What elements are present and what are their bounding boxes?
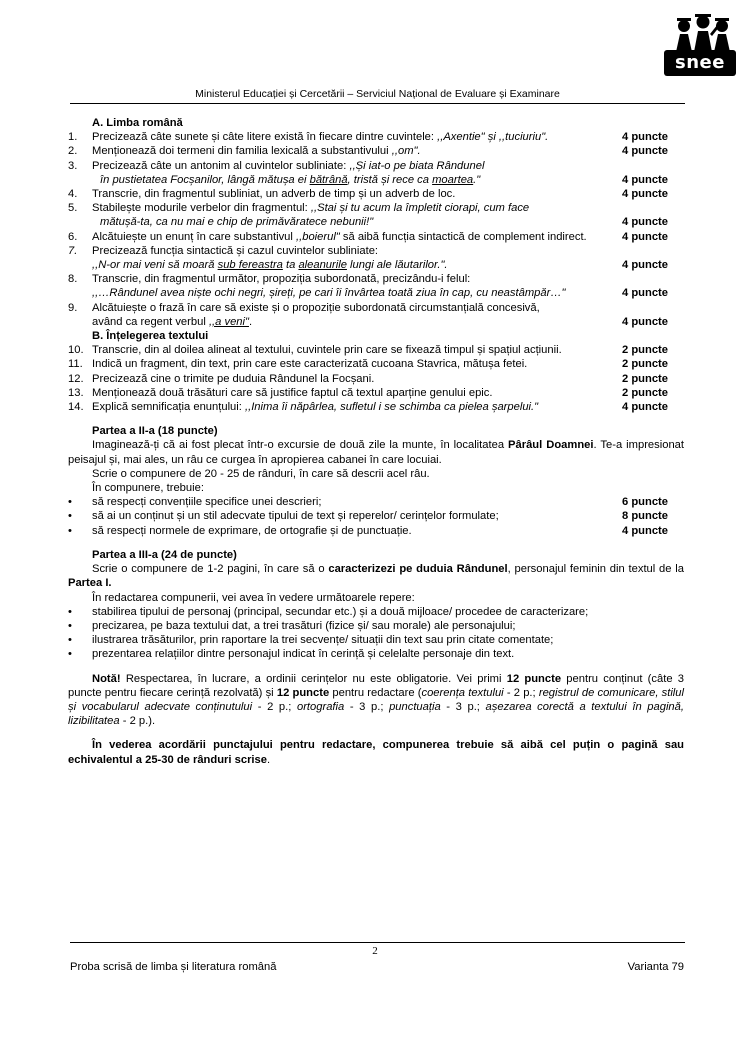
points: 2 puncte <box>621 344 668 357</box>
points: 4 puncte <box>621 315 668 328</box>
question-6: 6. Alcătuiește un enunț în care substantivul ,,boierul" să aibă funcția sintactică de complement indirect. 4 puncte <box>68 230 668 243</box>
final-requirement: În vederea acordării punctajului pentru redactare, compunerea trebuie să aibă cel puțin o pagină sau echivalentul a 25-30 de rânduri scrise. <box>68 739 684 766</box>
points: 4 puncte <box>621 259 668 272</box>
points: 4 puncte <box>621 188 668 201</box>
section-a-title: A. Limba română <box>92 117 183 129</box>
part-2-requirement: • să ai un conținut și un stil adecvate tipului de text și reperelor/ cerințelor formulate; 8 puncte <box>68 510 668 523</box>
question-3: 3. Precizează câte un antonim al cuvintelor subliniate: ,,Și iat-o pe biata Rândunel în pustietatea Focșanilor, lângă mătușa ei bătrână, tristă și rece ca moartea." 4 puncte <box>68 159 668 186</box>
grading-note: Notă! Respectarea, în lucrare, a ordinii cerințelor nu este obligatorie. Vei primi 12 puncte pentru conținut (câte 3 puncte pentru fiecare cerință rezolvată) și 12 puncte pentru redactare (coerența textului - 2 p.; registrul de comunicare, stilul și vocabularul adecvate conținutului - 2 p.; ortografia - 3 p.; punctuația - 3 p.; așezarea corectă a textului în pagină, lizibilitatea - 2 p.). <box>68 672 684 728</box>
points: 2 puncte <box>621 386 668 399</box>
page-content <box>68 116 684 767</box>
question-7: 7. Precizează funcția sintactică și cazul cuvintelor subliniate: ,,N-or mai veni să moară sub fereastra ta aleanurile lungi ale lăutarilor.". 4 puncte <box>68 244 668 272</box>
part-3-prompt: Scrie o compunere de 1-2 pagini, în care să o caracterizezi pe duduia Rândunel, personajul feminin din textul de la Partea I. <box>68 563 684 590</box>
question-11: 11. Indică un fragment, din text, prin care este caracterizată cucoana Stavrica, mătușa fetei. 2 puncte <box>68 358 668 371</box>
points: 4 puncte <box>621 401 668 414</box>
question-12: 12. Precizează cine o trimite pe duduia Rândunel la Focșani. 2 puncte <box>68 372 668 385</box>
part-2-requirements-intro: În compunere, trebuie: <box>92 482 204 495</box>
part-3-guideline: • ilustrarea trăsăturilor, prin raportare la trei secvențe/ situații din text sau prin citate comentate; <box>68 634 554 647</box>
question-14: 14. Explică semnificația enunțului: ,,Inima îi năpârlea, sufletul i se schimba ca pielea șarpelui." 4 puncte <box>68 401 668 414</box>
snee-logo <box>664 12 742 78</box>
footer-variant: Varianta 79 <box>627 961 684 973</box>
points: 4 puncte <box>621 145 668 158</box>
section-b-title: B. Înțelegerea textului <box>92 330 209 343</box>
part-2-title: Partea a II-a (18 puncte) <box>92 425 218 438</box>
part-3-guidelines-intro: În redactarea compunerii, vei avea în vedere următoarele repere: <box>92 591 415 604</box>
part-2-requirement: • să respecți convențiile specifice unei descrieri; 6 puncte <box>68 496 668 509</box>
question-10: 10. Transcrie, din al doilea alineat al textului, cuvintele prin care se fixează timpul și spațiul acțiunii. 2 puncte <box>68 344 668 357</box>
part-2-requirement: • să respecți normele de exprimare, de ortografie și de punctuație. 4 puncte <box>68 524 668 537</box>
points: 4 puncte <box>621 230 668 243</box>
question-1: 1. Precizează câte sunete și câte litere există în fiecare dintre cuvintele: ,,Axentie" și ,,tuciuriu". 4 puncte <box>68 131 668 144</box>
page-header: Ministerul Educației și Cercetării – Serviciul Național de Evaluare și Examinare <box>195 88 560 100</box>
part-2-prompt: Imaginează-ți că ai fost plecat într-o excursie de două zile la munte, în localitatea Pârâul Doamnei. Te-a impresionat peisajul și, mai ales, un râu ce curgea în apropierea cabanei în care locuiai. <box>68 439 684 466</box>
question-2: 2. Menționează doi termeni din familia lexicală a substantivului ,,om". 4 puncte <box>68 145 668 158</box>
points: 2 puncte <box>621 358 668 371</box>
part-3-guideline: • stabilirea tipului de personaj (principal, secundar etc.) și a două mijloace/ procedee de caracterizare; <box>68 605 589 618</box>
points: 4 puncte <box>621 131 668 144</box>
question-5: 5. Stabilește modurile verbelor din fragmentul: ,,Stai și tu acum la împletit ciorapi, cum face mătușă-ta, ca nu mai e chip de primăvăratece nebunii!" 4 puncte <box>68 202 668 229</box>
header-divider <box>70 103 685 104</box>
logo-text: snee <box>675 52 725 73</box>
question-13: 13. Menționează două trăsături care să justifice faptul că textul aparține genului epic. 2 puncte <box>68 386 668 399</box>
page-number: 2 <box>372 945 378 957</box>
points: 4 puncte <box>621 173 668 186</box>
part-3-title: Partea a III-a (24 de puncte) <box>92 548 237 561</box>
question-4: 4. Transcrie, din fragmentul subliniat, un adverb de timp și un adverb de loc. 4 puncte <box>68 188 668 201</box>
question-9: 9. Alcătuiește o frază în care să existe și o propoziție subordonată circumstanțială concesivă, având ca regent verbul ,,a veni". 4 puncte <box>68 301 668 328</box>
part-2-task: Scrie o compunere de 20 - 25 de rânduri, în care să descrii acel râu. <box>92 467 430 480</box>
points: 2 puncte <box>621 372 668 385</box>
points: 4 puncte <box>621 216 668 229</box>
graduates-icon <box>670 12 736 52</box>
footer-divider <box>70 942 685 943</box>
footer-exam-title: Proba scrisă de limba și literatura română <box>70 961 277 973</box>
question-8: 8. Transcrie, din fragmentul următor, propoziția subordonată, precizându-i felul: ,,…Rândunel avea niște ochi negri, șireți, pe cari îi învârtea toată ziua în cap, cu neastâmpăr…" 4 puncte <box>68 273 668 300</box>
part-3-guideline: • precizarea, pe baza textului dat, a trei trasături (fizice și/ sau morale) ale personajului; <box>68 619 516 632</box>
part-3-guideline: • prezentarea relațiilor dintre personajul indicat în cerință și celelalte personaje din text. <box>68 648 515 661</box>
points: 4 puncte <box>621 287 668 300</box>
